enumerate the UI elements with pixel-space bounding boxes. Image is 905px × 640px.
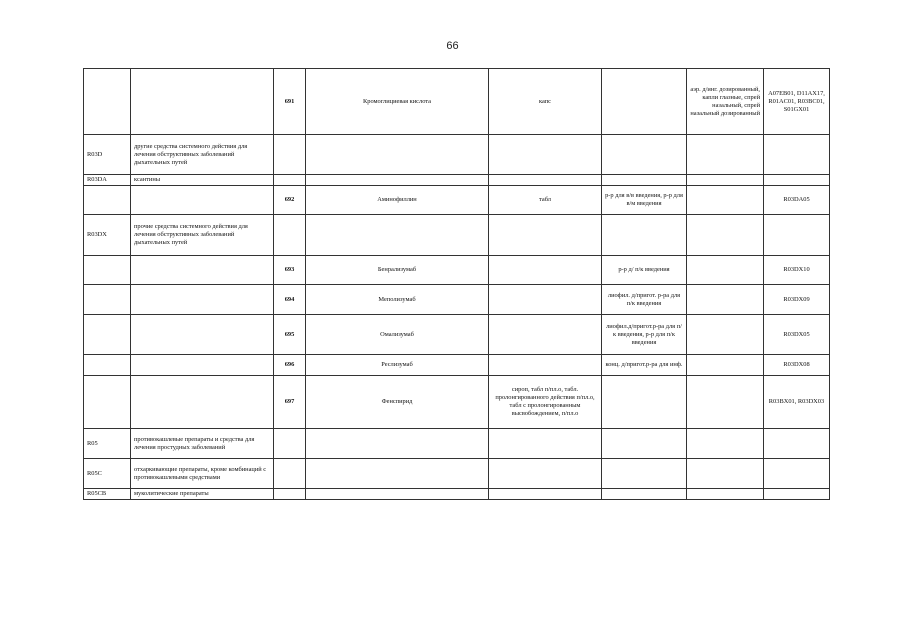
atc-group-name xyxy=(131,69,274,135)
atc-group-code: R03DA xyxy=(84,175,131,186)
atc-group-name xyxy=(131,355,274,376)
dosage-form-parenteral xyxy=(602,69,687,135)
dosage-form-parenteral: лиофил.д/пригот.р-ра для п/к введения, р-р для п/к введения xyxy=(602,315,687,355)
atc-code xyxy=(764,135,830,175)
atc-group-code xyxy=(84,355,131,376)
row-number: 694 xyxy=(274,285,306,315)
drug-name xyxy=(306,429,489,459)
table-row xyxy=(84,69,830,135)
atc-group-code xyxy=(84,376,131,429)
drug-name xyxy=(306,175,489,186)
table-row xyxy=(84,135,830,175)
dosage-form-parenteral: конц. д/пригот.р-ра для инф. xyxy=(602,355,687,376)
atc-code: R03DX05 xyxy=(764,315,830,355)
dosage-form-oral xyxy=(489,285,602,315)
dosage-form-other xyxy=(687,429,764,459)
row-number: 692 xyxy=(274,186,306,215)
atc-code xyxy=(764,489,830,500)
atc-code: A07EB01, D11AX17, R01AC01, R03BC01, S01GX01 xyxy=(764,69,830,135)
dosage-form-other xyxy=(687,459,764,489)
dosage-form-oral xyxy=(489,256,602,285)
dosage-form-parenteral xyxy=(602,376,687,429)
atc-code xyxy=(764,459,830,489)
atc-group-code: R03D xyxy=(84,135,131,175)
row-number xyxy=(274,459,306,489)
row-number xyxy=(274,215,306,256)
dosage-form-oral: капс xyxy=(489,69,602,135)
table-row xyxy=(84,215,830,256)
dosage-form-oral xyxy=(489,489,602,500)
table-row xyxy=(84,186,830,215)
table-row xyxy=(84,315,830,355)
drug-name xyxy=(306,489,489,500)
atc-code: R03BX01, R03DX03 xyxy=(764,376,830,429)
table-row xyxy=(84,256,830,285)
atc-group-code xyxy=(84,315,131,355)
dosage-form-oral xyxy=(489,135,602,175)
table-row xyxy=(84,489,830,500)
atc-group-name xyxy=(131,186,274,215)
atc-code: R03DX08 xyxy=(764,355,830,376)
dosage-form-other xyxy=(687,186,764,215)
atc-group-name xyxy=(131,315,274,355)
dosage-form-parenteral xyxy=(602,175,687,186)
atc-code xyxy=(764,175,830,186)
atc-group-name: муколитические препараты xyxy=(131,489,274,500)
dosage-form-parenteral: р-р для в/в введения, р-р для в/м введения xyxy=(602,186,687,215)
row-number xyxy=(274,175,306,186)
dosage-form-other xyxy=(687,175,764,186)
atc-group-name: прочие средства системного действия для лечения обструктивных заболеваний дыхательных путей xyxy=(131,215,274,256)
atc-group-code: R05 xyxy=(84,429,131,459)
atc-group-code xyxy=(84,285,131,315)
drug-name xyxy=(306,215,489,256)
atc-group-code: R05CB xyxy=(84,489,131,500)
table-row xyxy=(84,285,830,315)
row-number xyxy=(274,135,306,175)
dosage-form-oral xyxy=(489,429,602,459)
atc-group-name xyxy=(131,256,274,285)
atc-group-code: R03DX xyxy=(84,215,131,256)
dosage-form-oral xyxy=(489,355,602,376)
table-row xyxy=(84,355,830,376)
drug-name xyxy=(306,135,489,175)
atc-group-name xyxy=(131,285,274,315)
atc-group-name: противокашлевые препараты и средства для лечения простудных заболеваний xyxy=(131,429,274,459)
dosage-form-other xyxy=(687,315,764,355)
drug-name: Реслизумаб xyxy=(306,355,489,376)
table-row xyxy=(84,175,830,186)
dosage-form-other xyxy=(687,489,764,500)
row-number: 695 xyxy=(274,315,306,355)
row-number: 697 xyxy=(274,376,306,429)
dosage-form-other xyxy=(687,285,764,315)
atc-code: R03DX09 xyxy=(764,285,830,315)
row-number xyxy=(274,429,306,459)
drug-name: Омализумаб xyxy=(306,315,489,355)
row-number: 696 xyxy=(274,355,306,376)
dosage-form-oral: сироп, табл п/пл.о, табл. пролонгированного действия п/пл.о, табл с пролонгированным высвобождением, п/пл.о xyxy=(489,376,602,429)
atc-group-code xyxy=(84,256,131,285)
dosage-form-parenteral xyxy=(602,135,687,175)
drug-name: Кромоглициевая кислота xyxy=(306,69,489,135)
drug-name xyxy=(306,459,489,489)
dosage-form-other xyxy=(687,215,764,256)
atc-code: R03DA05 xyxy=(764,186,830,215)
dosage-form-parenteral xyxy=(602,489,687,500)
atc-group-name: ксантины xyxy=(131,175,274,186)
drug-name: Фенспирид xyxy=(306,376,489,429)
dosage-form-parenteral xyxy=(602,215,687,256)
atc-code: R03DX10 xyxy=(764,256,830,285)
dosage-form-parenteral: лиофил. д/пригот. р-ра для п/к введения xyxy=(602,285,687,315)
atc-group-code xyxy=(84,186,131,215)
table-row xyxy=(84,429,830,459)
atc-code xyxy=(764,215,830,256)
atc-group-name: отхаркивающие препараты, кроме комбинаций с противокашлевыми средствами xyxy=(131,459,274,489)
dosage-form-parenteral xyxy=(602,459,687,489)
atc-group-name: другие средства системного действия для лечения обструктивных заболеваний дыхательных путей xyxy=(131,135,274,175)
drug-name: Бенрализумаб xyxy=(306,256,489,285)
drug-list-table xyxy=(83,68,830,500)
atc-group-code xyxy=(84,69,131,135)
atc-group-code: R05C xyxy=(84,459,131,489)
dosage-form-oral xyxy=(489,459,602,489)
row-number: 691 xyxy=(274,69,306,135)
dosage-form-parenteral: р-р д/ п/к введения xyxy=(602,256,687,285)
dosage-form-oral xyxy=(489,315,602,355)
dosage-form-parenteral xyxy=(602,429,687,459)
row-number xyxy=(274,489,306,500)
drug-name: Меполизумаб xyxy=(306,285,489,315)
drug-name: Аминофиллин xyxy=(306,186,489,215)
dosage-form-other xyxy=(687,256,764,285)
page-number: 66 xyxy=(446,40,459,52)
table-row xyxy=(84,376,830,429)
atc-group-name xyxy=(131,376,274,429)
dosage-form-oral: табл xyxy=(489,186,602,215)
atc-code xyxy=(764,429,830,459)
dosage-form-other xyxy=(687,355,764,376)
table-row xyxy=(84,459,830,489)
row-number: 693 xyxy=(274,256,306,285)
dosage-form-other: аэр. д/инг. дозированный, капли глазные, спрей назальный, спрей назальный дозированный xyxy=(687,69,764,135)
dosage-form-oral xyxy=(489,215,602,256)
dosage-form-oral xyxy=(489,175,602,186)
dosage-form-other xyxy=(687,135,764,175)
dosage-form-other xyxy=(687,376,764,429)
